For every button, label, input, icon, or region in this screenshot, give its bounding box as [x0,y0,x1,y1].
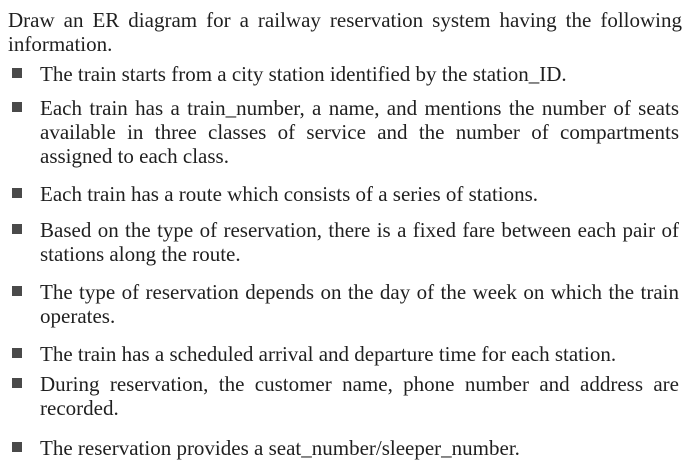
square-bullet-icon [12,224,22,234]
list-item-text: The train starts from a city station identified by the station_ID. [40,62,567,86]
list-item-text: During reservation, the customer name, phone number and address are recorded. [40,372,679,420]
list-item-text: Each train has a route which consists of a series of stations. [40,182,539,206]
square-bullet-icon [12,286,22,296]
square-bullet-icon [12,188,22,198]
square-bullet-icon [12,348,22,358]
list-item-text: The train has a scheduled arrival and departure time for each station. [40,342,617,366]
list-item-text: Based on the type of reservation, there is a fixed fare between each pair of stations along the route. [40,218,679,266]
square-bullet-icon [12,68,22,78]
list-item-text: The reservation provides a seat_number/sleeper_number. [40,436,520,460]
list-item-text: The type of reservation depends on the day of the week on which the train operates. [40,280,679,328]
intro-text: Draw an ER diagram for a railway reservation system having the following information. [8,8,682,56]
square-bullet-icon [12,102,22,112]
square-bullet-icon [12,378,22,388]
square-bullet-icon [12,442,22,452]
list-item-text: Each train has a train_number, a name, and mentions the number of seats available in three classes of service and the number of compartments assigned to each class. [40,96,679,168]
